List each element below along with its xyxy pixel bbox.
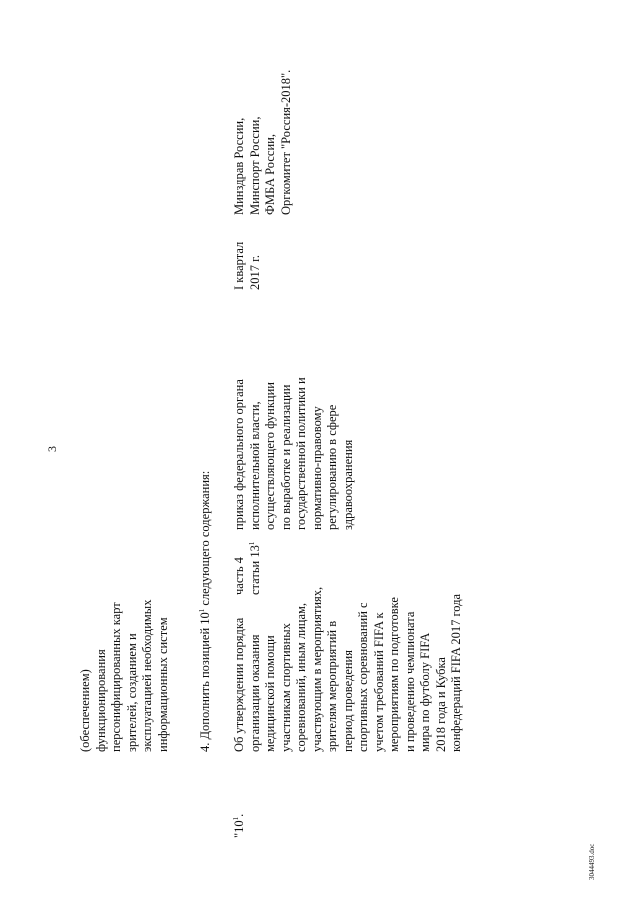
- subject-line: спортивных соревнований с: [356, 602, 370, 752]
- continuation-line: функционирования: [93, 649, 108, 752]
- subject-line: участвующим в мероприятиях,: [309, 586, 324, 752]
- subject-line: период проведения: [340, 650, 355, 752]
- act-line: здравоохранения: [340, 439, 355, 530]
- act-line: исполнительной власти,: [247, 401, 262, 530]
- continuation-line: зрителей, созданием и: [124, 633, 139, 752]
- continuation-line: (обеспечением): [78, 669, 92, 752]
- basis-line: часть 4: [232, 557, 246, 595]
- subject-line: зрителям мероприятий в: [325, 620, 339, 752]
- responsible-line: ФМБА России,: [263, 134, 277, 215]
- page-number: 3: [45, 446, 59, 452]
- row-act: [232, 377, 356, 530]
- basis-line: статьи $13^1$: [247, 541, 262, 595]
- row-responsible: [232, 70, 294, 215]
- continuation-line: эксплуатацией необходимых: [140, 599, 154, 752]
- subject-line: мероприятиям по подготовке: [387, 597, 401, 752]
- continuation-text: [78, 600, 171, 752]
- subject-line: организации оказания: [247, 634, 262, 752]
- instruction-paragraph: 4. Дополнить позицией $10^1$ следующего содержания:: [198, 470, 212, 752]
- act-line: регулированию в сфере: [325, 404, 339, 530]
- subject-line: 2018 года и Кубка: [433, 657, 448, 752]
- subject-line: и проведению чемпионата: [402, 611, 417, 752]
- row-deadline: [232, 242, 263, 290]
- continuation-line: информационных систем: [155, 617, 170, 752]
- subject-line: медицинской помощи: [263, 635, 277, 752]
- subject-line: конфедераций FIFA 2017 года: [449, 593, 463, 752]
- subject-line: участникам спортивных: [278, 623, 293, 752]
- deadline-line: 2017 г.: [247, 255, 262, 290]
- row-subject: [232, 587, 465, 752]
- act-line: нормативно-правовому: [309, 406, 324, 530]
- act-line: приказ федерального органа: [232, 379, 246, 530]
- act-line: государственной политики и: [294, 377, 308, 530]
- responsible-line: Минспорт России,: [247, 116, 262, 215]
- row-basis: [232, 542, 263, 595]
- row-number: "$10^1$.: [232, 813, 246, 838]
- act-line: по выработке и реализации: [278, 384, 293, 530]
- deadline-line: I квартал: [232, 241, 246, 290]
- responsible-line: Минздрав России,: [232, 117, 246, 215]
- subject-line: соревнований, иным лицам,: [294, 602, 308, 752]
- responsible-line: Оргкомитет "Россия-2018".: [278, 69, 293, 215]
- subject-line: учетом требований FIFA к: [371, 612, 386, 752]
- act-line: осуществляющего функции: [263, 382, 277, 530]
- footer-doc-code: 3044493.doc: [588, 843, 596, 880]
- continuation-line: персонифицированных карт: [109, 602, 123, 752]
- subject-line: Об утверждении порядка: [232, 617, 246, 752]
- subject-line: мира по футболу FIFA: [418, 632, 432, 752]
